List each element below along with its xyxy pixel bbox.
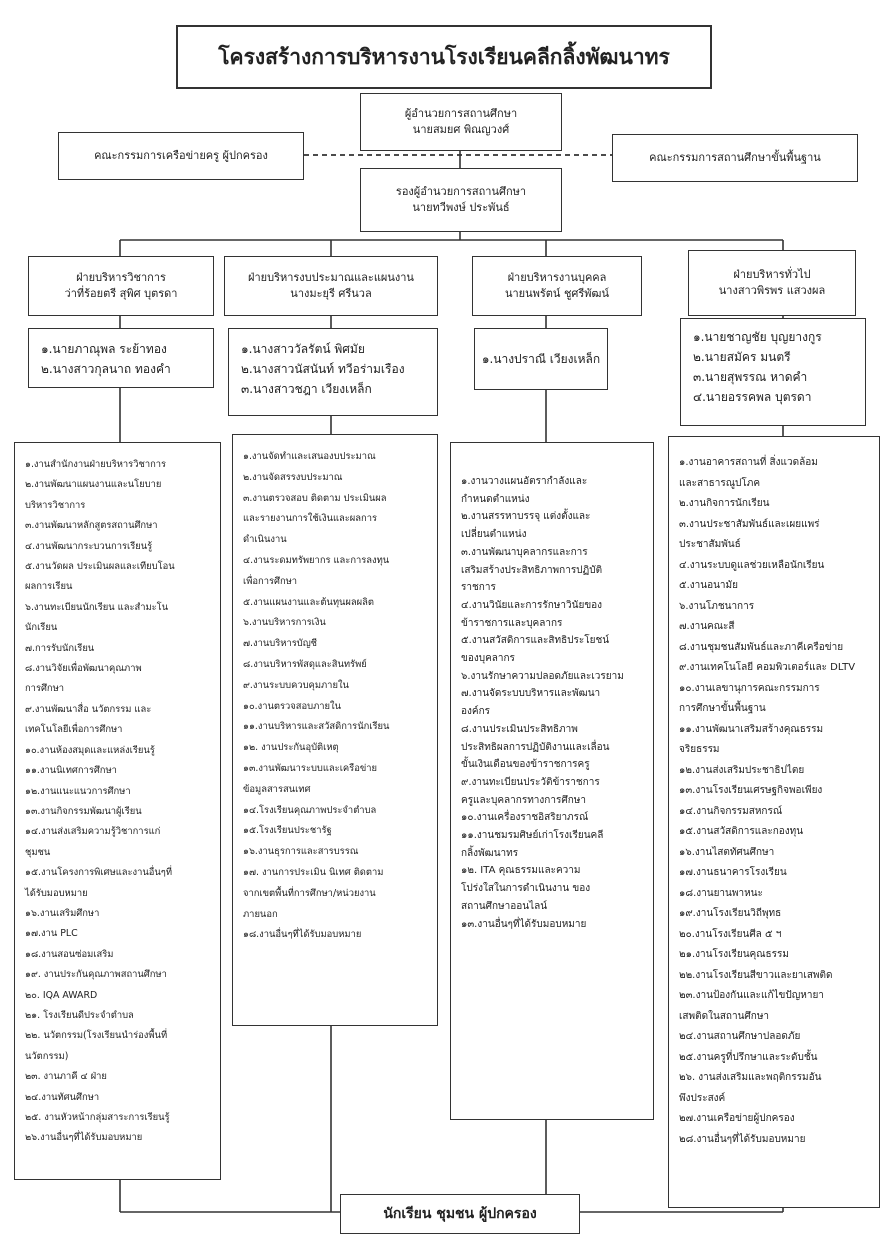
- dept-budget-tasks: [232, 434, 438, 1026]
- dept-title: ฝ่ายบริหารวิชาการ: [76, 271, 166, 284]
- task-line: ๒๐.งานโรงเรียนศีล ๕ ฯ: [679, 928, 782, 940]
- task-line: ๑๕.โรงเรียนประชารัฐ: [243, 825, 332, 837]
- task-line: ๒๘.งานอื่นๆที่ได้รับมอบหมาย: [679, 1133, 806, 1145]
- task-line: ๑๖.งานเสริมศึกษา: [25, 907, 100, 919]
- dept-budget-staff: [228, 328, 438, 416]
- task-line: ข้อมูลสารสนเทศ: [243, 783, 311, 795]
- task-line: ๑๓.งานพัฒนาระบบและเครือข่าย: [243, 762, 378, 774]
- task-line: ๕.งานวัดผล ประเมินผลและเทียบโอน: [25, 561, 175, 573]
- task-line: ๒๕.งานครูที่ปรึกษาและระดับชั้น: [679, 1051, 818, 1063]
- task-line: ๑.งานสำนักงานฝ่ายบริหารวิชาการ: [25, 459, 167, 470]
- left-committee-label: คณะกรรมการเครือข่ายครู ผู้ปกครอง: [94, 149, 268, 162]
- task-line: ได้รับมอบหมาย: [25, 887, 88, 899]
- task-line: ครูและบุคลากรทางการศึกษา: [461, 794, 586, 806]
- task-line: ๑๑.งานพัฒนาเสริมสร้างคุณธรรม: [679, 723, 824, 735]
- task-line: ๔.งานระบบดูแลช่วยเหลือนักเรียน: [679, 559, 825, 571]
- task-line: ๑๒. งานประกันอุบัติเหตุ: [243, 742, 339, 754]
- right-committee-label: คณะกรรมการสถานศึกษาขั้นพื้นฐาน: [649, 151, 821, 164]
- task-line: ๕.งานแผนงานและต้นทุนผลผลิต: [243, 596, 374, 608]
- task-line: ประชาสัมพันธ์: [679, 539, 741, 550]
- director-name: นายสมยศ พิณญวงศ์: [412, 123, 510, 136]
- staff-item: ๑.นางสาววัลรัตน์ พิศมัย: [241, 342, 365, 356]
- task-line: ๑๓.งานอื่นๆที่ได้รับมอบหมาย: [461, 918, 587, 930]
- task-line: ๓.งานพัฒนาบุคลากรและการ: [461, 546, 588, 558]
- dept-general-tasks: [668, 436, 880, 1208]
- staff-item: ๓.นางสาวชฎา เวียงเหล็ก: [241, 382, 372, 396]
- task-line: ๙.งานระบบควบคุมภายใน: [243, 679, 349, 691]
- staff-item: ๔.นายอรรคพล บุตรดา: [693, 390, 812, 404]
- dept-general-box: [688, 250, 856, 316]
- task-line: ๒๖.งานอื่นๆที่ได้รับมอบหมาย: [25, 1132, 143, 1144]
- task-line: จริยธรรม: [679, 744, 720, 755]
- task-line: ๖.งานรักษาความปลอดภัยและเวรยาม: [461, 670, 624, 682]
- task-line: โปร่งใสในการดำเนินงาน ของ: [461, 883, 591, 895]
- task-line: ของบุคลากร: [461, 653, 515, 665]
- task-line: ๒๐. IQA AWARD: [25, 989, 98, 1001]
- task-line: ผลการเรียน: [25, 581, 73, 593]
- task-line: กลิ้งพัฒนาทร: [461, 847, 519, 859]
- task-line: ๕.งานสวัสดิการและสิทธิประโยชน์: [461, 635, 610, 647]
- task-line: ๑๖.งานธุรการและสารบรรณ: [243, 846, 359, 858]
- task-line: ๒๑. โรงเรียนดีประจำตำบล: [25, 1009, 134, 1021]
- task-line: ๑๗.งาน PLC: [25, 928, 78, 940]
- task-line: ๑๒.งานแนะแนวการศึกษา: [25, 785, 131, 797]
- task-line: ๑๐.งานห้องสมุดและแหล่งเรียนรู้: [25, 744, 155, 756]
- dept-budget-box: [224, 256, 438, 316]
- task-line: ข้าราชการและบุคลากร: [461, 617, 563, 629]
- task-line: ๑๙.งานโรงเรียนวิถีพุทธ: [679, 908, 782, 919]
- task-line: ๑๔.โรงเรียนคุณภาพประจำตำบล: [243, 804, 377, 816]
- task-line: ๖.งานโภชนาการ: [679, 600, 755, 612]
- task-line: ๑๑.งานนิเทศการศึกษา: [25, 765, 117, 777]
- task-line: ๓.งานประชาสัมพันธ์และเผยแพร่: [679, 518, 820, 530]
- task-line: การศึกษาขั้นพื้นฐาน: [679, 703, 766, 714]
- task-line: ๗.งานคณะสี: [679, 621, 735, 632]
- task-line: ๖.งานบริหารการเงิน: [243, 617, 326, 629]
- task-line: ๑.งานวางแผนอัตรากำลังและ: [461, 476, 588, 487]
- task-line: ๑๗. งานการประเมิน นิเทศ ติดตาม: [243, 866, 384, 878]
- task-line: ๒๒. นวัตกรรม(โรงเรียนนำร่องพื้นที่: [25, 1030, 168, 1042]
- task-line: ๔.งานพัฒนากระบวนการเรียนรู้: [25, 540, 153, 552]
- task-line: ขั้นเงินเดือนของข้าราชการครู: [461, 759, 590, 771]
- dept-academic-box: [28, 256, 214, 316]
- task-line: ๒.งานกิจการนักเรียน: [679, 498, 770, 509]
- dept-head: นางมะยุรี ศรีนวล: [290, 287, 372, 300]
- task-line: ๑๘.งานอื่นๆที่ได้รับมอบหมาย: [243, 929, 362, 941]
- bottom-label: นักเรียน ชุมชน ผู้ปกครอง: [383, 1206, 537, 1222]
- staff-item: ๓.นายสุพรรณ หาดคำ: [693, 370, 808, 384]
- task-line: ๕.งานอนามัย: [679, 580, 738, 591]
- bottom-box: [340, 1194, 580, 1234]
- task-line: เสริมสร้างประสิทธิภาพการปฏิบัติ: [461, 564, 603, 576]
- task-line: จากเขตพื้นที่การศึกษา/หน่วยงาน: [243, 887, 376, 899]
- deputy-name: นายทวีพงษ์ ประพันธ์: [412, 201, 510, 214]
- task-line: ๒๑.งานโรงเรียนคุณธรรม: [679, 949, 789, 960]
- staff-item: ๑.นางปราณี เวียงเหล็ก: [481, 352, 601, 366]
- task-line: ๒๒.งานโรงเรียนสีขาวและยาเสพติด: [679, 969, 833, 981]
- task-line: นักเรียน: [25, 622, 58, 634]
- task-line: ๑๔.งานกิจกรรมสหกรณ์: [679, 805, 783, 817]
- dept-head: นายนพรัตน์ ชูศรีพัฒน์: [504, 287, 610, 300]
- task-line: ๒.งานจัดสรรงบประมาณ: [243, 471, 343, 483]
- task-line: ๒๔.งานสถานศึกษาปลอดภัย: [679, 1031, 801, 1042]
- task-line: กำหนดตำแหน่ง: [461, 493, 530, 505]
- task-line: ๑๕.งานสวัสดิการและกองทุน: [679, 826, 804, 837]
- task-line: พึงประสงค์: [679, 1092, 726, 1104]
- task-line: ภายนอก: [243, 908, 278, 920]
- staff-item: ๒.นางสาวกุลนาถ ทองคำ: [41, 362, 171, 376]
- staff-item: ๒.นางสาวนัสนันท์ ทวีอร่ามเรือง: [241, 362, 405, 376]
- task-line: ๒๔.งานทัศนศึกษา: [25, 1091, 100, 1103]
- director-box: [360, 93, 562, 151]
- task-line: ๑๑.งานชมรมศิษย์เก่าโรงเรียนคลี: [461, 830, 604, 842]
- dept-title: ฝ่ายบริหารงานบุคคล: [507, 271, 607, 284]
- task-line: เสพติดในสถานศึกษา: [679, 1010, 770, 1022]
- task-line: ๘.งานประเมินประสิทธิภาพ: [461, 723, 578, 735]
- task-line: ๙.งานเทคโนโลยี คอมพิวเตอร์และ DLTV: [679, 662, 856, 673]
- task-line: ๑๐.งานตรวจสอบภายใน: [243, 700, 342, 712]
- task-line: ๙.งานพัฒนาสื่อ นวัตกรรม และ: [25, 703, 152, 715]
- left-committee-box: [58, 132, 304, 180]
- task-line: ๒๓. งานภาคี ๔ ฝ่าย: [25, 1071, 107, 1083]
- task-line: เทคโนโลยีเพื่อการศึกษา: [25, 724, 123, 736]
- task-line: ๑๖.งานไสตทัศนศึกษา: [679, 846, 775, 858]
- task-line: ๒๓.งานป้องกันและแก้ไขปัญหายา: [679, 990, 824, 1001]
- dept-general-staff: [680, 318, 866, 426]
- task-line: ๑๕.งานโครงการพิเศษและงานอื่นๆที่: [25, 867, 173, 879]
- task-line: ๑.งานจัดทำและเสนองบประมาณ: [243, 451, 376, 462]
- task-line: สถานศึกษาออนไลน์: [461, 900, 548, 912]
- director-role: ผู้อำนวยการสถานศึกษา: [404, 107, 518, 120]
- task-line: ชุมชน: [25, 846, 51, 858]
- task-line: ๒๖. งานส่งเสริมและพฤติกรรมอัน: [679, 1072, 822, 1083]
- dept-title: ฝ่ายบริหารทั่วไป: [733, 268, 811, 281]
- task-line: ๑๐.งานเครื่องราชอิสริยาภรณ์: [461, 812, 589, 824]
- task-line: ๒.งานสรรหาบรรจุ แต่งตั้งและ: [461, 511, 591, 523]
- page-title-text: โครงสร้างการบริหารงานโรงเรียนคลีกลิ้งพัฒนาทร: [218, 44, 670, 69]
- task-line: ๑๘.งานยานพาหนะ: [679, 887, 763, 899]
- task-line: ๔.งานวินัยและการรักษาวินัยของ: [461, 599, 603, 611]
- deputy-box: [360, 168, 562, 232]
- task-line: ประสิทธิผลการปฏิบัติงานและเลื่อน: [461, 741, 610, 753]
- dept-personnel-staff: [474, 328, 608, 390]
- task-line: ๑๑.งานบริหารและสวัสดิการนักเรียน: [243, 721, 390, 733]
- task-line: เพื่อการศึกษา: [243, 575, 298, 587]
- dept-head: นางสาวพิรพร แสวงผล: [718, 284, 826, 297]
- task-line: ๓.งานตรวจสอบ ติดตาม ประเมินผล: [243, 492, 387, 504]
- task-line: และสาธารณูปโภค: [679, 477, 761, 489]
- page-title: [176, 25, 712, 89]
- task-line: ๙.งานทะเบียนประวัติข้าราชการ: [461, 776, 600, 788]
- task-line: ๘.งานชุมชนสัมพันธ์และภาคีเครือข่าย: [679, 641, 844, 653]
- dept-personnel-box: [472, 256, 642, 316]
- dept-academic-staff: [28, 328, 214, 388]
- task-line: ๑๒.งานส่งเสริมประชาธิปไตย: [679, 764, 805, 776]
- task-line: ๑๐.งานเลขานุการคณะกรรมการ: [679, 682, 820, 694]
- task-line: ๒๕. งานหัวหน้ากลุ่มสาระการเรียนรู้: [25, 1112, 170, 1123]
- task-line: ๑๒. ITA คุณธรรมและความ: [461, 865, 581, 877]
- dept-personnel-tasks: [450, 442, 654, 1120]
- task-line: ๗.งานจัดระบบบริหารและพัฒนา: [461, 688, 601, 700]
- task-line: ๑๔.งานส่งเสริมความรู้วิชาการแก่: [25, 826, 161, 838]
- task-line: ๒.งานพัฒนาแผนงานและนโยบาย: [25, 479, 162, 491]
- task-line: ๔.งานระดมทรัพยากร และการลงทุน: [243, 554, 390, 566]
- staff-item: ๒.นายสมัคร มนตรี: [693, 350, 791, 364]
- staff-item: ๑.นายภาณุพล ระย้าทอง: [41, 342, 167, 356]
- task-line: ๑๙. งานประกันคุณภาพสถานศึกษา: [25, 969, 167, 981]
- task-line: และรายงานการใช้เงินและผลการ: [243, 513, 378, 525]
- task-line: ๑๘.งานสอนซ่อมเสริม: [25, 948, 114, 960]
- task-line: ๑.งานอาคารสถานที่ สิ่งแวดล้อม: [679, 457, 818, 468]
- task-line: นวัตกรรม): [25, 1050, 69, 1062]
- task-line: ๗.การรับนักเรียน: [25, 642, 95, 654]
- task-line: ๓.งานพัฒนาหลักสูตรสถานศึกษา: [25, 520, 158, 532]
- task-line: องค์กร: [461, 706, 491, 718]
- task-line: เปลี่ยนตำแหน่ง: [461, 529, 527, 541]
- dept-title: ฝ่ายบริหารงบประมาณและแผนงาน: [248, 271, 414, 284]
- task-line: ๑๗.งานธนาคารโรงเรียน: [679, 867, 787, 878]
- task-line: ๗.งานบริหารบัญชี: [243, 638, 318, 650]
- task-line: ๖.งานทะเบียนนักเรียน และสำมะโน: [25, 601, 169, 613]
- dept-head: ว่าที่ร้อยตรี สุพิศ บุตรดา: [64, 287, 178, 300]
- task-line: ๑๓.งานกิจกรรมพัฒนาผู้เรียน: [25, 805, 142, 817]
- task-line: บริหารวิชาการ: [25, 499, 86, 511]
- deputy-role: รองผู้อำนวยการสถานศึกษา: [395, 185, 527, 198]
- task-line: การศึกษา: [25, 683, 65, 695]
- task-line: ดำเนินงาน: [243, 534, 287, 546]
- task-line: ราชการ: [461, 582, 496, 594]
- staff-item: ๑.นายชาญชัย บุญยางกูร: [693, 330, 822, 344]
- dept-academic-tasks: [14, 442, 221, 1180]
- task-line: ๑๓.งานโรงเรียนเศรษฐกิจพอเพียง: [679, 785, 823, 796]
- right-committee-box: [612, 134, 858, 182]
- task-line: ๘.งานบริหารพัสดุและสินทรัพย์: [243, 658, 367, 670]
- task-line: ๒๗.งานเครือข่ายผู้ปกครอง: [679, 1113, 795, 1124]
- task-line: ๘.งานวิจัยเพื่อพัฒนาคุณภาพ: [25, 663, 142, 675]
